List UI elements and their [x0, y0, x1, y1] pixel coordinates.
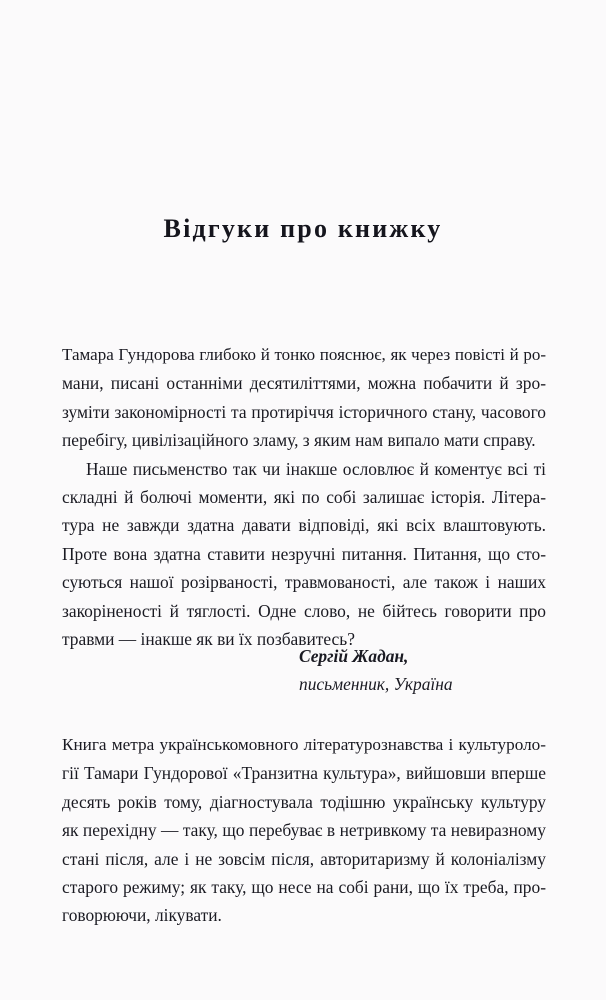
- author-name: Сергій Жадан,: [299, 646, 409, 666]
- text-line: Проте вона здатна ставити незручні питання. Питання, що сто-: [62, 543, 546, 564]
- text-line: десять років тому, діагностувала тодішню українську культуру: [62, 791, 546, 812]
- page-title: Відгуки про книжку: [163, 214, 443, 243]
- text-line: перебігу, цивілізаційного зламу, з яким нам випало мати справу.: [62, 430, 536, 451]
- text-line: говорюючи, лікувати.: [62, 905, 222, 926]
- text-line: зуміти закономірності та протиріччя історичного стану, часового: [62, 401, 546, 422]
- text-line: старого режиму; як таку, що несе на собі рани, що їх треба, про-: [62, 876, 546, 897]
- text-line: суються нашої розірваності, травмованості, але також і наших: [62, 572, 546, 593]
- text-line: Тамара Гундорова глибоко й тонко пояснює, як через повісті й ро-: [62, 345, 546, 364]
- review-1-text: [62, 341, 546, 653]
- review-1-signature: [299, 642, 453, 699]
- text-line: закоріненості й тяглості. Одне слово, не бійтесь говорити про: [62, 600, 546, 621]
- text-line: стані після, але і не зовсім після, авторитаризму й колоніалізму: [62, 848, 546, 869]
- text-line: як перехідну — таку, що перебуває в нетривкому та невиразному: [62, 820, 546, 841]
- author-role: письменник, Україна: [299, 674, 453, 695]
- text-line: Книга метра українськомовного літературознавства і культуроло-: [62, 735, 546, 754]
- text-line: Наше письменство так чи інакше ословлює й коментує всі ті: [86, 458, 546, 479]
- text-line: гії Тамари Гундорової «Транзитна культура», вийшовши вперше: [62, 763, 546, 784]
- text-line: складні й болючі моменти, які по собі залишає історія. Літера-: [62, 486, 546, 507]
- text-line: мани, писані останніми десятиліттями, можна побачити й зро-: [62, 373, 546, 394]
- text-line: травми — інакше як ви їх позбавитесь?: [62, 628, 355, 649]
- review-2-text: [62, 731, 546, 930]
- text-line: тура не завжди здатна давати відповіді, які всіх влаштовують.: [62, 515, 546, 536]
